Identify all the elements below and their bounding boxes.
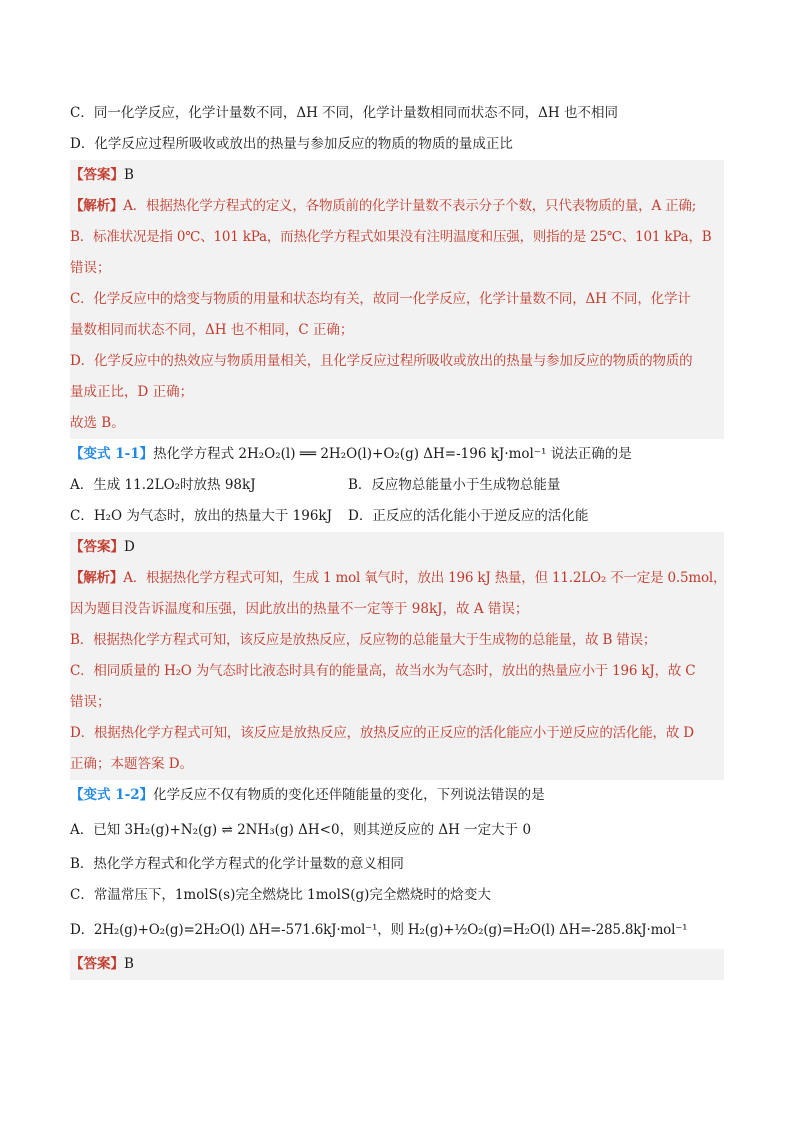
v12-option-a: A．已知 3H₂(g)+N₂(g) ⇌ 2NH₃(g) ΔH<0，则其逆反应的 ΔH 一定大于 0: [70, 822, 532, 838]
q1-answer-line: [70, 160, 724, 191]
v12-answer-block: [70, 949, 724, 980]
variant-tag: 【变式 1-1】: [70, 446, 154, 462]
q1-answer-block: [70, 160, 724, 439]
v11-option-c: C．H₂O 为气态时，放出的热量大于 196kJ: [70, 508, 333, 524]
analysis-text: A．根据热化学方程式的定义，各物质前的化学计量数不表示分子个数，只代表物质的量，A 正确;: [123, 198, 697, 214]
variant-stem: 热化学方程式 2H₂O₂(l) ══ 2H₂O(l)+O₂(g) ΔH=-196 kJ·mol⁻¹ 说法正确的是: [153, 446, 632, 462]
v11-stem-line: [70, 439, 724, 470]
q1-analysis-line-8: 故选 B。: [70, 415, 125, 431]
q1-analysis-line-4: C．化学反应中的焓变与物质的用量和状态均有关，故同一化学反应，化学计量数不同，ΔH 不同，化学计: [70, 291, 691, 307]
v11-analysis-line-7: 正确；本题答案 D。: [70, 756, 194, 772]
answer-tag: 【答案】: [70, 167, 124, 183]
q1-analysis-line-5: 量数相同而状态不同，ΔH 也不相同，C 正确；: [70, 322, 354, 338]
analysis-tag: 【解析】: [70, 570, 124, 586]
q1-analysis-line-3: 错误；: [70, 260, 111, 276]
q1-analysis-line-6: D．化学反应中的热效应与物质用量相关，且化学反应过程所吸收或放出的热量与参加反应的物质的物质的: [70, 353, 693, 369]
v11-analysis-line-3: B．根据热化学方程式可知，该反应是放热反应，反应物的总能量大于生成物的总能量，故 B 错误；: [70, 632, 657, 648]
v11-options-row-1: [70, 470, 724, 501]
answer-tag: 【答案】: [70, 539, 124, 555]
v11-options-row-2: [70, 501, 724, 532]
v11-answer-block: [70, 532, 727, 780]
v11-analysis-line-2: 因为题目没告诉温度和压强，因此放出的热量不一定等于 98kJ，故 A 错误；: [70, 601, 529, 617]
answer-value: D: [124, 539, 135, 555]
answer-value: B: [124, 956, 134, 972]
v12-option-c: C．常温常压下，1molS(s)完全燃烧比 1molS(g)完全燃烧时的焓变大: [70, 887, 491, 903]
v12-option-b: B．热化学方程式和化学方程式的化学计量数的意义相同: [70, 856, 404, 872]
answer-tag: 【答案】: [70, 956, 124, 972]
v12-answer-line: [70, 949, 724, 980]
analysis-tag: 【解析】: [70, 198, 124, 214]
q1-option-d: D．化学反应过程所吸收或放出的热量与参加反应的物质的物质的量成正比: [70, 136, 513, 152]
v11-analysis-line-5: 错误；: [70, 694, 111, 710]
v11-analysis-line-4: C．相同质量的 H₂O 为气态时比液态时具有的能量高，故当水为气态时，放出的热量应小于 196 kJ，故 C: [70, 663, 696, 679]
q1-option-c: C．同一化学反应，化学计量数不同，ΔH 不同，化学计量数相同而状态不同，ΔH 也不相同: [70, 105, 618, 121]
q1-analysis-line-1: [70, 191, 724, 222]
variant-stem: 化学反应不仅有物质的变化还伴随能量的变化，下列说法错误的是: [153, 787, 545, 803]
v11-option-b: B．反应物总能量小于生成物总能量: [348, 477, 561, 493]
q1-analysis-line-2: B．标准状况是指 0℃、101 kPa，而热化学方程式如果没有注明温度和压强，则指的是 25℃、101 kPa，B: [70, 229, 712, 245]
v11-analysis-line-6: D．根据热化学方程式可知，该反应是放热反应，放热反应的正反应的活化能应小于逆反应的活化能，故 D: [70, 725, 694, 741]
v11-answer-line: [70, 532, 724, 563]
v11-option-d: D．正反应的活化能小于逆反应的活化能: [348, 508, 589, 524]
document-page: [70, 98, 727, 980]
v12-option-d: D．2H₂(g)+O₂(g)=2H₂O(l) ΔH=-571.6kJ·mol⁻¹，则 H₂(g)+½O₂(g)=H₂O(l) ΔH=-285.8kJ·mol⁻¹: [70, 922, 688, 938]
q1-analysis-line-7: 量成正比，D 正确；: [70, 384, 194, 400]
v11-analysis-line-1: [70, 563, 727, 594]
v12-stem-line: [70, 780, 724, 811]
answer-value: B: [124, 167, 134, 183]
variant-tag: 【变式 1-2】: [70, 787, 154, 803]
analysis-text: A．根据热化学方程式可知，生成 1 mol 氧气时，放出 196 kJ 热量，但 11.2LO₂ 不一定是 0.5mol，: [123, 570, 727, 586]
v11-option-a: A．生成 11.2LO₂时放热 98kJ: [70, 477, 256, 493]
